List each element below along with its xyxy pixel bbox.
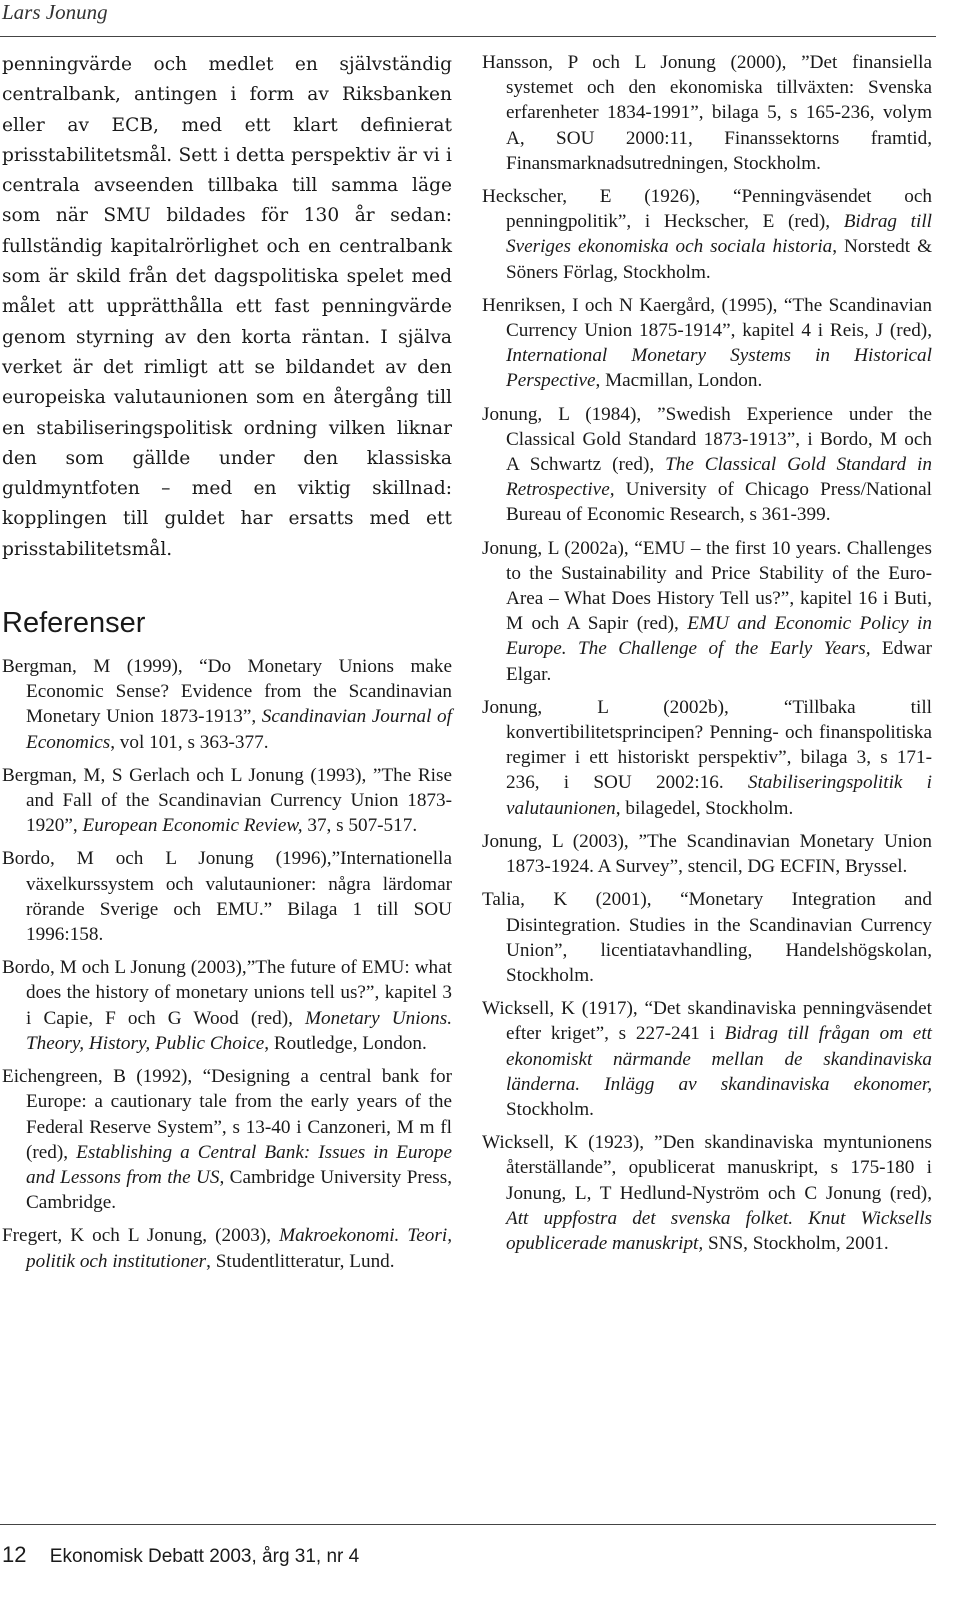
reference-item: [2, 846, 452, 947]
reference-title: International Monetary Systems in Historical Perspective: [506, 345, 932, 392]
reference-title: Bidrag till frågan om ett ekonomiskt närmande mellan de skandinaviska länderna. Inlägg av skandinaviska ekonomer,: [506, 1023, 932, 1095]
reference-item: [482, 536, 932, 687]
left-column: [2, 50, 452, 1282]
header-divider: [0, 36, 936, 37]
reference-item: [2, 1064, 452, 1215]
reference-item: [482, 695, 932, 821]
reference-item: [482, 402, 932, 528]
page-number: 12: [2, 1542, 27, 1567]
reference-item: [2, 1223, 452, 1273]
reference-text: Hansson, P och L Jonung (2000), ”Det finansiella systemet och den ekonomiska tillväxten: Svenska erfarenheter 1834-1991”, bilaga 5, s 165-236, volym A, SOU 2000:11, Finanssektorns framtid, Finansmarknadsutredningen, Stockholm.: [482, 52, 932, 174]
reference-text: Jonung, L (2002a), “EMU – the first 10 years. Challenges to the Sustainability and Price Stability of the Euro-Area – What Does History Tell us?”, kapitel 16 i Buti, M och A Sapir (red),: [482, 537, 932, 635]
reference-text: Wicksell, K (1917), “Det skandinaviska penningväsendet efter kriget”, s 227-241 i: [482, 998, 932, 1045]
reference-title: The Classical Gold Standard in Retrospective,: [506, 454, 932, 501]
reference-item: [482, 1130, 932, 1256]
reference-text: Jonung, L (2002b), “Tillbaka till konvertibilitetsprincipen? Penning- och finanspolitiska regimer i ett historiskt perspektiv”, bilaga 3, s 171- 236, i SOU 2002:16.: [482, 696, 932, 794]
reference-text: Wicksell, K (1923), ”Den skandinaviska myntunionens återställande”, opublicerat manuskript, s 175-180 i Jonung, L, T Hedlund-Nyström och C Jonung (red),: [482, 1132, 932, 1204]
reference-text: Henriksen, I och N Kaergård, (1995), “The Scandinavian Currency Union 1875-1914”, kapitel 4 i Reis, J (red),: [482, 294, 932, 342]
reference-text: , Routledge, London.: [264, 1032, 427, 1054]
reference-text: SNS, Stockholm, 2001.: [703, 1232, 889, 1254]
footer: [2, 1542, 359, 1568]
reference-title: Monetary Unions. Theory, History, Public Choice: [26, 1007, 452, 1054]
reference-text: Heckscher, E (1926), “Penningväsendet och penningpolitik”, i Heckscher, E (red),: [482, 186, 932, 233]
right-column: [482, 50, 932, 1264]
reference-item: [482, 293, 932, 394]
reference-title: European Economic Review,: [82, 815, 303, 837]
reference-title: Att uppfostra det svenska folket. Knut Wicksells opublicerade manuskript,: [506, 1207, 932, 1254]
reference-title: EMU and Economic Policy in Europe. The Challenge of the Early Years,: [506, 613, 932, 660]
reference-item: [482, 829, 932, 879]
journal-name: Ekonomisk Debatt 2003, årg 31, nr 4: [49, 1546, 360, 1567]
reference-text: Bergman, M (1999), “Do Monetary Unions make Economic Sense? Evidence from the Scandinavian Monetary Union 1873-1913”,: [2, 656, 452, 728]
reference-title: Bidrag till Sveriges ekonomiska och sociala historia: [506, 211, 932, 258]
reference-text: Edwar Elgar.: [506, 638, 932, 685]
reference-text: Jonung, L (2003), ”The Scandinavian Monetary Union 1873-1924. A Survey”, stencil, DG ECFIN, Bryssel.: [482, 830, 932, 878]
reference-title: Stabiliseringspolitik i valutaunionen: [506, 772, 932, 819]
reference-item: [2, 654, 452, 755]
footer-divider: [0, 1524, 936, 1525]
reference-item: [482, 887, 932, 988]
reference-item: [482, 184, 932, 285]
reference-text: , Studentlitteratur, Lund.: [206, 1250, 395, 1272]
references-list-right: [482, 50, 932, 1256]
running-head: Lars Jonung: [2, 0, 108, 24]
reference-text: Eichengreen, B (1992), “Designing a central bank for Europe: a cautionary tale from the early years of the Federal Reserve System”, s 13-40 i Canzoneri, M m fl (red),: [2, 1066, 452, 1163]
reference-item: [482, 50, 932, 176]
reference-text: Bordo, M och L Jonung (1996),”Internationella växelkurssystem och valutaunioner: några lärdomar rörande Sverige och EMU.” Bilaga 1 till SOU 1996:158.: [2, 848, 452, 946]
reference-text: Bordo, M och L Jonung (2003),”The future of EMU: what does the history of monetary unions tell us?”, kapitel 3 i Capie, F och G Wood (red),: [2, 957, 452, 1029]
reference-text: 37, s 507-517.: [302, 815, 418, 837]
reference-title: Scandinavian Journal of Economics: [26, 706, 452, 753]
reference-text: Fregert, K och L Jonung, (2003),: [2, 1225, 280, 1247]
reference-text: , vol 101, s 363-377.: [110, 731, 269, 753]
reference-title: Makroekonomi. Teori, politik och institutioner: [26, 1225, 452, 1272]
reference-title: Establishing a Central Bank: Issues in Europe and Lessons from the US: [26, 1141, 452, 1188]
reference-text: Jonung, L (1984), ”Swedish Experience under the Classical Gold Standard 1873-1913”, i Bordo, M och A Schwartz (red),: [482, 403, 932, 476]
reference-text: , Macmillan, London.: [595, 370, 763, 392]
reference-text: , Norstedt & Söners Förlag, Stockholm.: [506, 236, 932, 283]
reference-text: , bilagedel, Stockholm.: [615, 797, 794, 819]
reference-text: , Cambridge University Press, Cambridge.: [26, 1166, 452, 1214]
references-list-left: [2, 654, 452, 1274]
reference-item: [2, 763, 452, 839]
reference-item: [2, 955, 452, 1056]
reference-text: University of Chicago Press/National Bureau of Economic Research, s 361-399.: [506, 479, 932, 526]
reference-item: [482, 996, 932, 1122]
reference-text: Bergman, M, S Gerlach och L Jonung (1993), ”The Rise and Fall of the Scandinavian Currency Union 1873-1920”,: [2, 764, 452, 837]
body-paragraph: penningvärde och medlet en självständig centralbank, antingen i form av Riksbanken eller av ECB, med ett klart definierat prisstabilitetsmål. Sett i detta perspektiv är vi i centrala avseenden tillbaka till samma läge som när SMU bildades för 130 år sedan: fullständig kapitalrörlighet och en centralbank som är skild från det dagspolitiska spelet med målet att upprätthålla ett fast penningvärde genom styrning av den korta räntan. I själva verket är det rimligt att se bildandet av den europeiska valutaunionen som en återgång till en stabiliseringspolitisk ordning vilken liknar den som gällde under den klassiska guldmyntfoten – med en viktig skillnad: kopplingen till guldet har ersatts med ett prisstabilitetsmål.: [2, 54, 452, 560]
references-heading: Referenser: [2, 607, 146, 640]
reference-text: Stockholm.: [506, 1098, 594, 1120]
reference-text: Talia, K (2001), “Monetary Integration and Disintegration. Studies in the Scandinavian Currency Union”, licentiatavhandling, Handelshögskolan, Stockholm.: [482, 889, 932, 986]
